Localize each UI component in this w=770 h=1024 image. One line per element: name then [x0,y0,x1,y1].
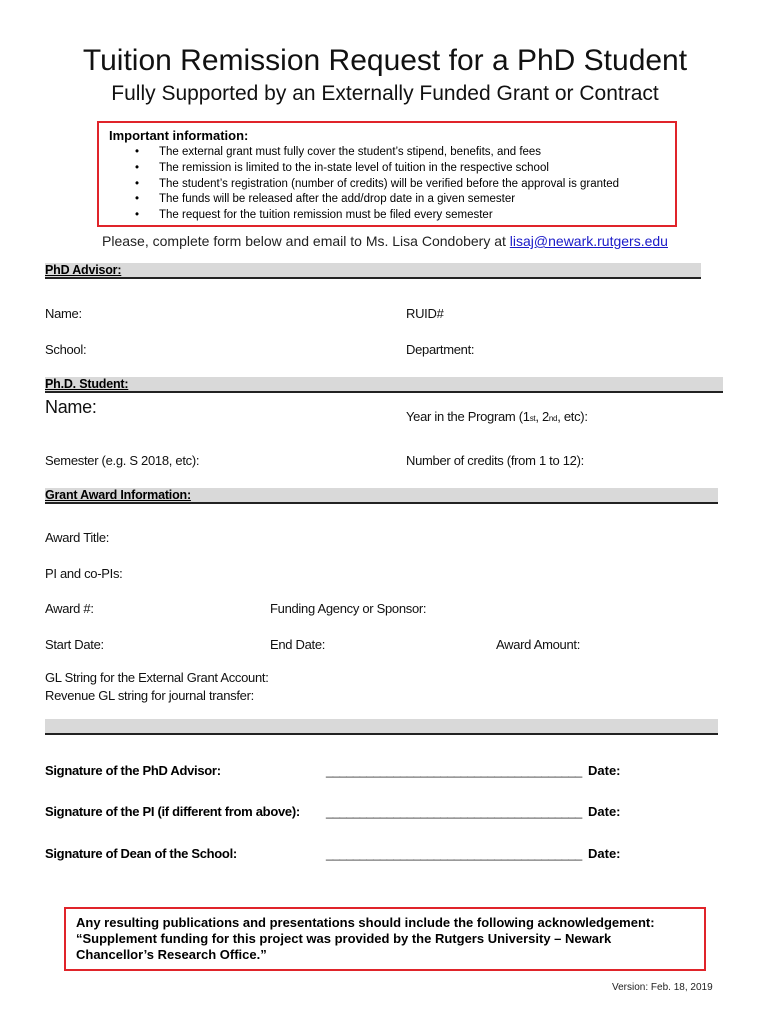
award-number-label: Award #: [45,601,94,616]
advisor-section-heading: PhD Advisor: [45,263,122,277]
info-item: • The funds will be released after the add/drop date in a given semester [135,192,619,208]
funding-agency-label: Funding Agency or Sponsor: [270,601,427,616]
award-amount-label: Award Amount: [496,637,581,652]
email-link[interactable]: lisaj@newark.rutgers.edu [509,233,668,249]
divider-bar [45,719,718,735]
student-name-label: Name: [45,397,97,417]
important-info-list [135,145,619,224]
advisor-signature-label: Signature of the PhD Advisor: [45,763,221,778]
student-year-label: Year in the Program (1st, 2nd, etc): [406,409,588,424]
pis-label: PI and co-PIs: [45,566,123,581]
instructions [0,233,770,249]
end-date-label: End Date: [270,637,326,652]
dean-date-label: Date: [588,846,621,861]
award-title-label: Award Title: [45,530,110,545]
pi-signature-line: ______________________________________ [326,804,582,819]
dean-signature-label: Signature of Dean of the School: [45,846,237,861]
advisor-signature-line: ______________________________________ [326,763,582,778]
advisor-name-label: Name: [45,306,82,321]
advisor-school-label: School: [45,342,87,357]
info-item: • The external grant must fully cover the student’s stipend, benefits, and fees [135,145,619,161]
advisor-date-label: Date: [588,763,621,778]
advisor-department-label: Department: [406,342,475,357]
start-date-label: Start Date: [45,637,104,652]
revenue-gl-label: Revenue GL string for journal transfer: [45,688,254,703]
form-title: Tuition Remission Request for a PhD Student [82,44,688,77]
dean-signature-line: ______________________________________ [326,846,582,861]
student-credits-label: Number of credits (from 1 to 12): [406,453,584,468]
pi-signature-label: Signature of the PI (if different from above): [45,804,300,819]
important-info-box [97,121,677,227]
student-semester-label: Semester (e.g. S 2018, etc): [45,453,200,468]
important-info-heading: Important information: [109,128,249,143]
advisor-section-bar [45,263,701,279]
info-item: • The student’s registration (number of credits) will be verified before the approval is granted [135,177,619,193]
pi-date-label: Date: [588,804,621,819]
info-item: • The request for the tuition remission must be filed every semester [135,208,619,224]
gl-string-label: GL String for the External Grant Account: [45,670,269,685]
grant-section-bar [45,488,718,504]
grant-section-heading: Grant Award Information: [45,488,191,502]
version-label: Version: Feb. 18, 2019 [612,982,713,993]
info-item: • The remission is limited to the in-state level of tuition in the respective school [135,161,619,177]
acknowledgement-box [64,907,706,971]
advisor-ruid-label: RUID# [406,306,444,321]
student-section-heading: Ph.D. Student: [45,377,129,391]
acknowledgement-text: Any resulting publications and presentations should include the following acknowledgement: “Supplement funding for this project was provided by the Rutgers University – Newark Chancellor’s Research Office.” [76,915,655,962]
instructions-text: Please, complete form below and email to Ms. Lisa Condobery at [102,233,510,249]
student-section-bar [45,377,723,393]
form-subtitle: Fully Supported by an Externally Funded Grant or Contract [111,82,659,105]
